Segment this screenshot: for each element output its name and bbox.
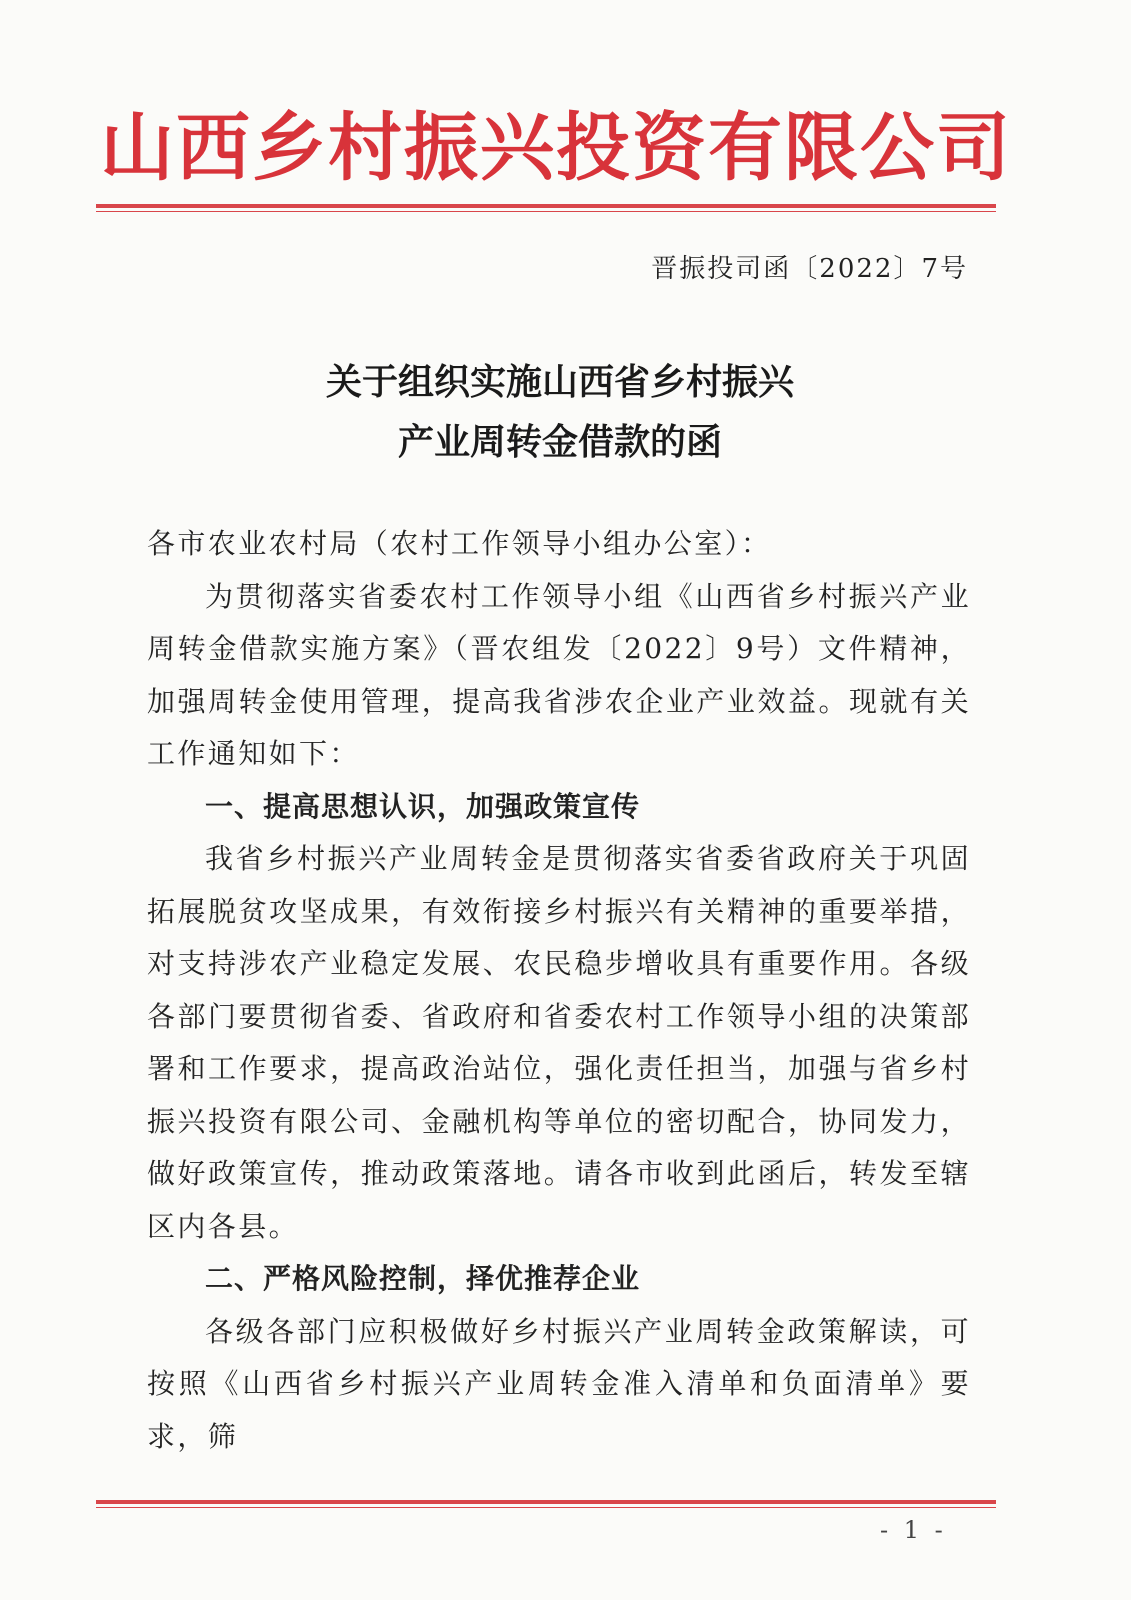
page-number: - 1 - [880,1516,947,1544]
section-heading-1: 一、提高思想认识，加强政策宣传 [205,789,641,823]
section-heading-2: 二、严格风险控制，择优推荐企业 [205,1262,641,1295]
document-number: 晋振投司函〔2022〕7号 [651,254,968,284]
salutation: 各市农业农村局（农村工作领导小组办公室）： [147,527,772,560]
paragraph-section-2: 各级各部门应积极做好乡村振兴产业周转金政策解读，可按照《山西省乡村振兴产业周转金准入清单和负面清单》要求，筛 [147,1314,971,1453]
letterhead-title: 山西乡村振兴投资有限公司 [100,105,1012,191]
header-red-rule [96,204,996,212]
document-body [147,518,971,1463]
title-line-2: 产业周转金借款的函 [397,421,722,463]
title-line-1: 关于组织实施山西省乡村振兴 [325,361,794,403]
paragraph-section-1: 我省乡村振兴产业周转金是贯彻落实省委省政府关于巩固拓展脱贫攻坚成果，有效衔接乡村振兴有关精神的重要举措，对支持涉农产业稳定发展、农民稳步增收具有重要作用。各级各部门要贯彻省委、省政府和省委农村工作领导小组的决策部署和工作要求，提高政治站位，强化责任担当，加强与省乡村振兴投资有限公司、金融机构等单位的密切配合，协同发力，做好政策宣传，推动政策落地。请各市收到此函后，转发至辖区内各县。 [147,842,971,1243]
document-title [150,352,970,472]
paragraph-intro: 为贯彻落实省委农村工作领导小组《山西省乡村振兴产业周转金借款实施方案》（晋农组发〔2022〕9号）文件精神，加强周转金使用管理，提高我省涉农企业产业效益。现就有关工作通知如下： [147,579,971,770]
footer-red-rule [96,1500,996,1508]
